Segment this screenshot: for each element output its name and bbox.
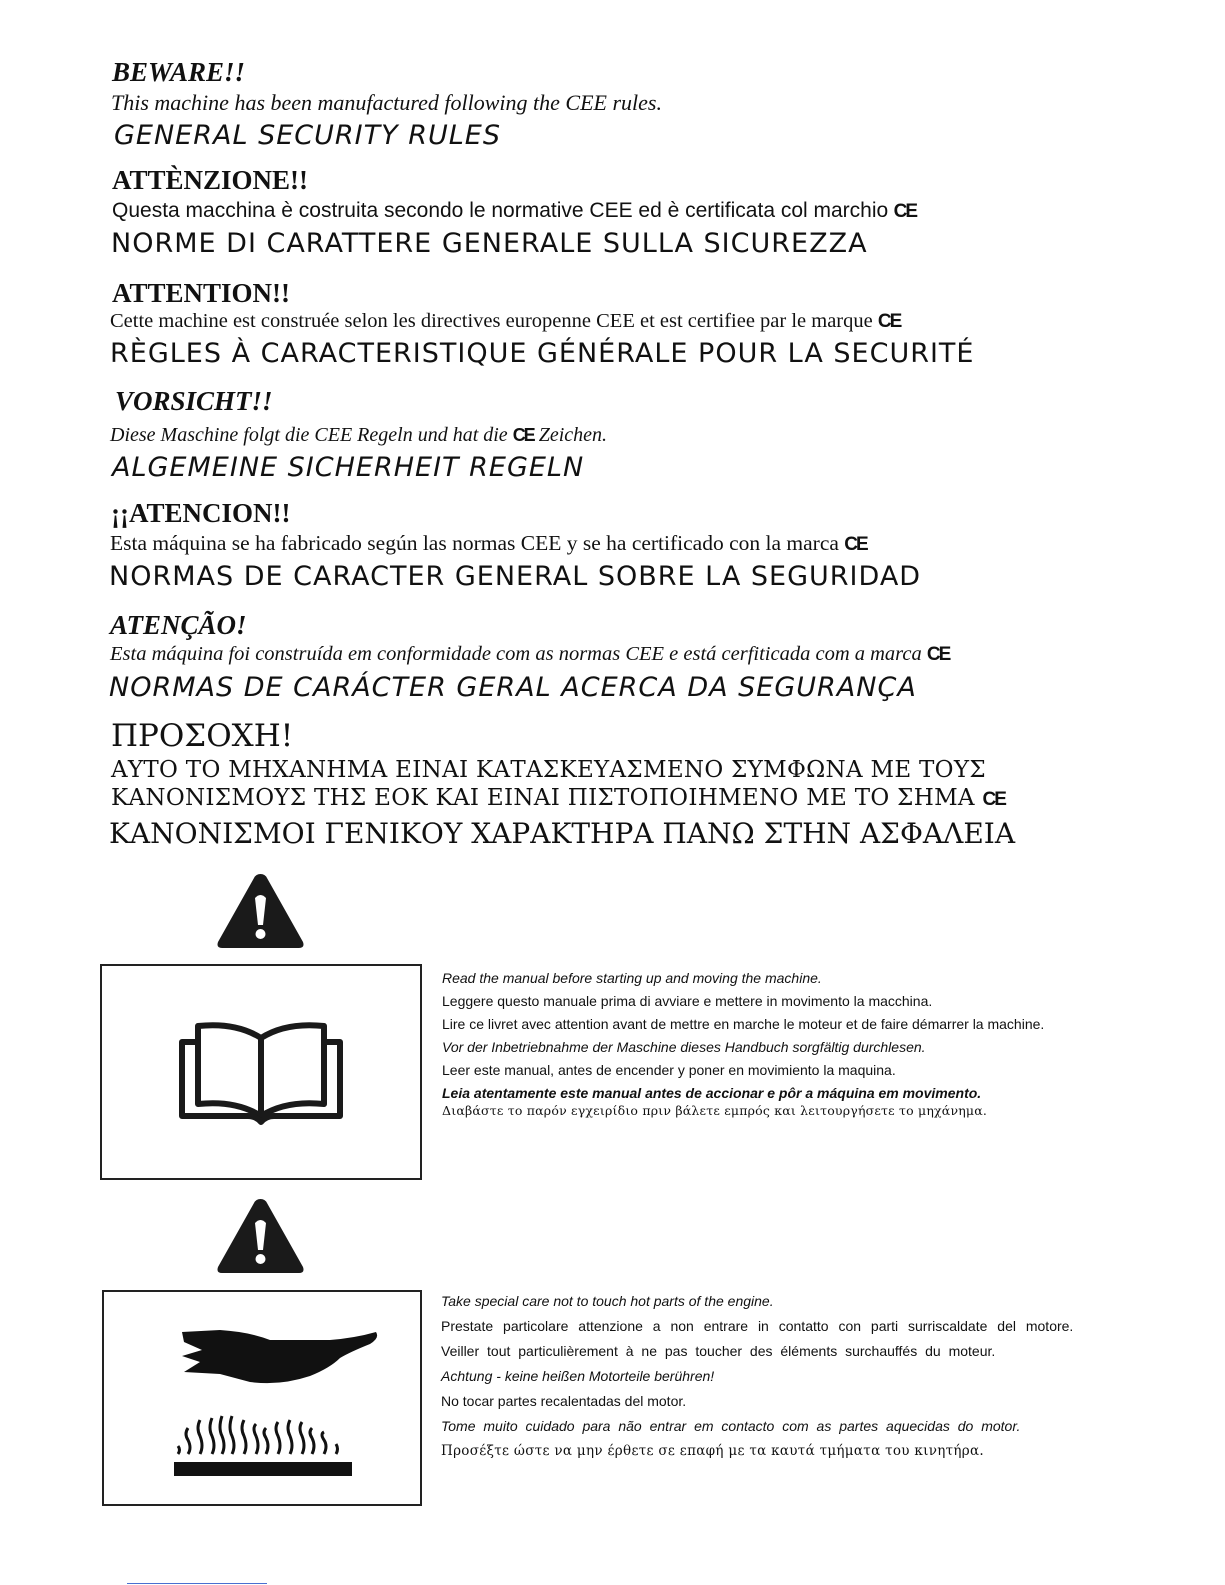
line-atencion-text: Esta máquina se ha fabricado según las normas CEE y se ha certificado con la marca xyxy=(110,531,839,555)
manual-line-fr: Lire ce livret avec attention avant de mettre en marche le moteur et de faire démarrer la machine. xyxy=(442,1016,1045,1032)
rules-english: GENERAL SECURITY RULES xyxy=(114,120,501,151)
heading-prosoxi: ΠΡΟΣΟΧΗ! xyxy=(111,718,294,754)
rules-spanish: NORMAS DE CARACTER GENERAL SOBRE LA SEGURIDAD xyxy=(109,561,922,592)
heading-vorsicht: VORSICHT!! xyxy=(115,386,273,416)
ce-mark-icon: CE xyxy=(982,789,1005,810)
manual-line-gr: Διαβάστε το παρόν εγχειρίδιο πριν βάλετε εμπρός και λειτουργήσετε το μηχάνημα. xyxy=(442,1103,988,1118)
open-book-icon xyxy=(176,1012,346,1132)
warning-triangle-icon xyxy=(213,1195,308,1282)
ce-mark-icon: CE xyxy=(844,534,867,555)
hot-line-de: Achtung - keine heißen Motorteile berühren! xyxy=(441,1368,715,1384)
line-atencion xyxy=(110,531,867,556)
line-beware: This machine has been manufactured following the CEE rules. xyxy=(111,90,662,115)
hot-line-fr: Veiller tout particulièrement à ne pas toucher des éléments surchauffés du moteur. xyxy=(441,1343,996,1359)
heading-atencion: ¡¡ATENCION!! xyxy=(111,498,291,528)
heading-attention: ATTENTION!! xyxy=(112,278,291,308)
hot-line-es: No tocar partes recalentadas del motor. xyxy=(441,1393,687,1409)
manual-line-es: Leer este manual, antes de encender y poner en movimiento la maquina. xyxy=(442,1062,896,1078)
warning-triangle-icon xyxy=(213,870,308,957)
ce-mark-icon: CE xyxy=(512,425,534,445)
manual-line-pt: Leia atentamente este manual antes de accionar e pôr a máquina em movimento. xyxy=(442,1085,982,1101)
hot-line-pt: Tome muito cuidado para não entrar em contacto com as partes aquecidas do motor. xyxy=(441,1418,1021,1434)
line-atencao xyxy=(110,643,949,666)
line-vorsicht-before: Diese Maschine folgt die CEE Regeln und hat die xyxy=(110,424,508,446)
rules-german: ALGEMEINE SICHERHEIT REGELN xyxy=(112,452,585,483)
heading-attenzione: ATTÈNZIONE!! xyxy=(112,165,309,195)
manual-line-de: Vor der Inbetriebnahme der Maschine dieses Handbuch sorgfältig durchlesen. xyxy=(442,1039,926,1055)
line-atencao-text: Esta máquina foi construída em conformidade com as normas CEE e está cerfiticada com a marca xyxy=(110,643,922,665)
manual-line-en: Read the manual before starting up and moving the machine. xyxy=(442,970,822,986)
line-vorsicht xyxy=(110,424,607,447)
manual-line-it: Leggere questo manuale prima di avviare e mettere in movimento la macchina. xyxy=(442,993,933,1009)
line-greek-1: ΑΥΤΟ ΤΟ ΜΗΧΑΝΗΜΑ ΕΙΝΑΙ ΚΑΤΑΣΚΕΥΑΣΜΕΝΟ ΣΥΜΦΩΝΑ ΜΕ ΤΟΥΣ xyxy=(111,757,986,783)
line-attenzione xyxy=(112,199,916,223)
line-attention xyxy=(110,310,900,333)
hot-line-it: Prestate particolare attenzione a non entrare in contatto con parti surriscaldate del motore. xyxy=(441,1318,1074,1334)
hot-parts-notice-text xyxy=(441,1292,1106,1460)
footer-link-underline xyxy=(127,1583,267,1584)
rules-greek: ΚΑΝΟΝΙΣΜΟΙ ΓΕΝΙΚΟΥ ΧΑΡΑΚΤΗΡΑ ΠΑΝΩ ΣΤΗΝ ΑΣΦΑΛΕΙΑ xyxy=(109,817,1016,850)
rules-french: RÈGLES À CARACTERISTIQUE GÉNÉRALE POUR LA SECURITÉ xyxy=(110,338,975,369)
line-greek-2-text: ΚΑΝΟΝΙΣΜΟΥΣ ΤΗΣ ΕΟΚ ΚΑΙ ΕΙΝΑΙ ΠΙΣΤΟΠΟΙΗΜΕΝΟ ΜΕ ΤΟ ΣΗΜΑ xyxy=(111,785,975,811)
ce-mark-icon: CE xyxy=(893,201,917,222)
ce-mark-icon: CE xyxy=(926,644,950,665)
manual-icon-box xyxy=(100,964,422,1180)
heading-beware: BEWARE!! xyxy=(112,57,246,87)
hot-line-gr: Προσέξτε ώστε να μην έρθετε σε επαφή με τα καυτά τμήματα του κινητήρα. xyxy=(441,1443,984,1459)
line-greek-2 xyxy=(111,785,1005,811)
manual-notice-text xyxy=(442,969,1097,1120)
line-vorsicht-after: Zeichen. xyxy=(538,424,608,446)
rules-portuguese: NORMAS DE CARÁCTER GERAL ACERCA DA SEGURANÇA xyxy=(109,672,917,703)
line-attenzione-text: Questa macchina è costruita secondo le normative CEE ed è certificata col marchio xyxy=(112,199,889,222)
hand-icon xyxy=(180,1312,380,1392)
rules-italian: NORME DI CARATTERE GENERALE SULLA SICUREZZA xyxy=(111,228,868,259)
line-attention-text: Cette machine est construée selon les directives europenne CEE et est certifiee par le marque xyxy=(110,310,873,332)
hot-line-en: Take special care not to touch hot parts of the engine. xyxy=(441,1293,774,1309)
ce-mark-icon: CE xyxy=(877,311,901,332)
heat-waves-icon xyxy=(170,1408,360,1488)
hot-parts-icon-box xyxy=(102,1290,422,1506)
heading-atencao: ATENÇÃO! xyxy=(110,610,247,640)
